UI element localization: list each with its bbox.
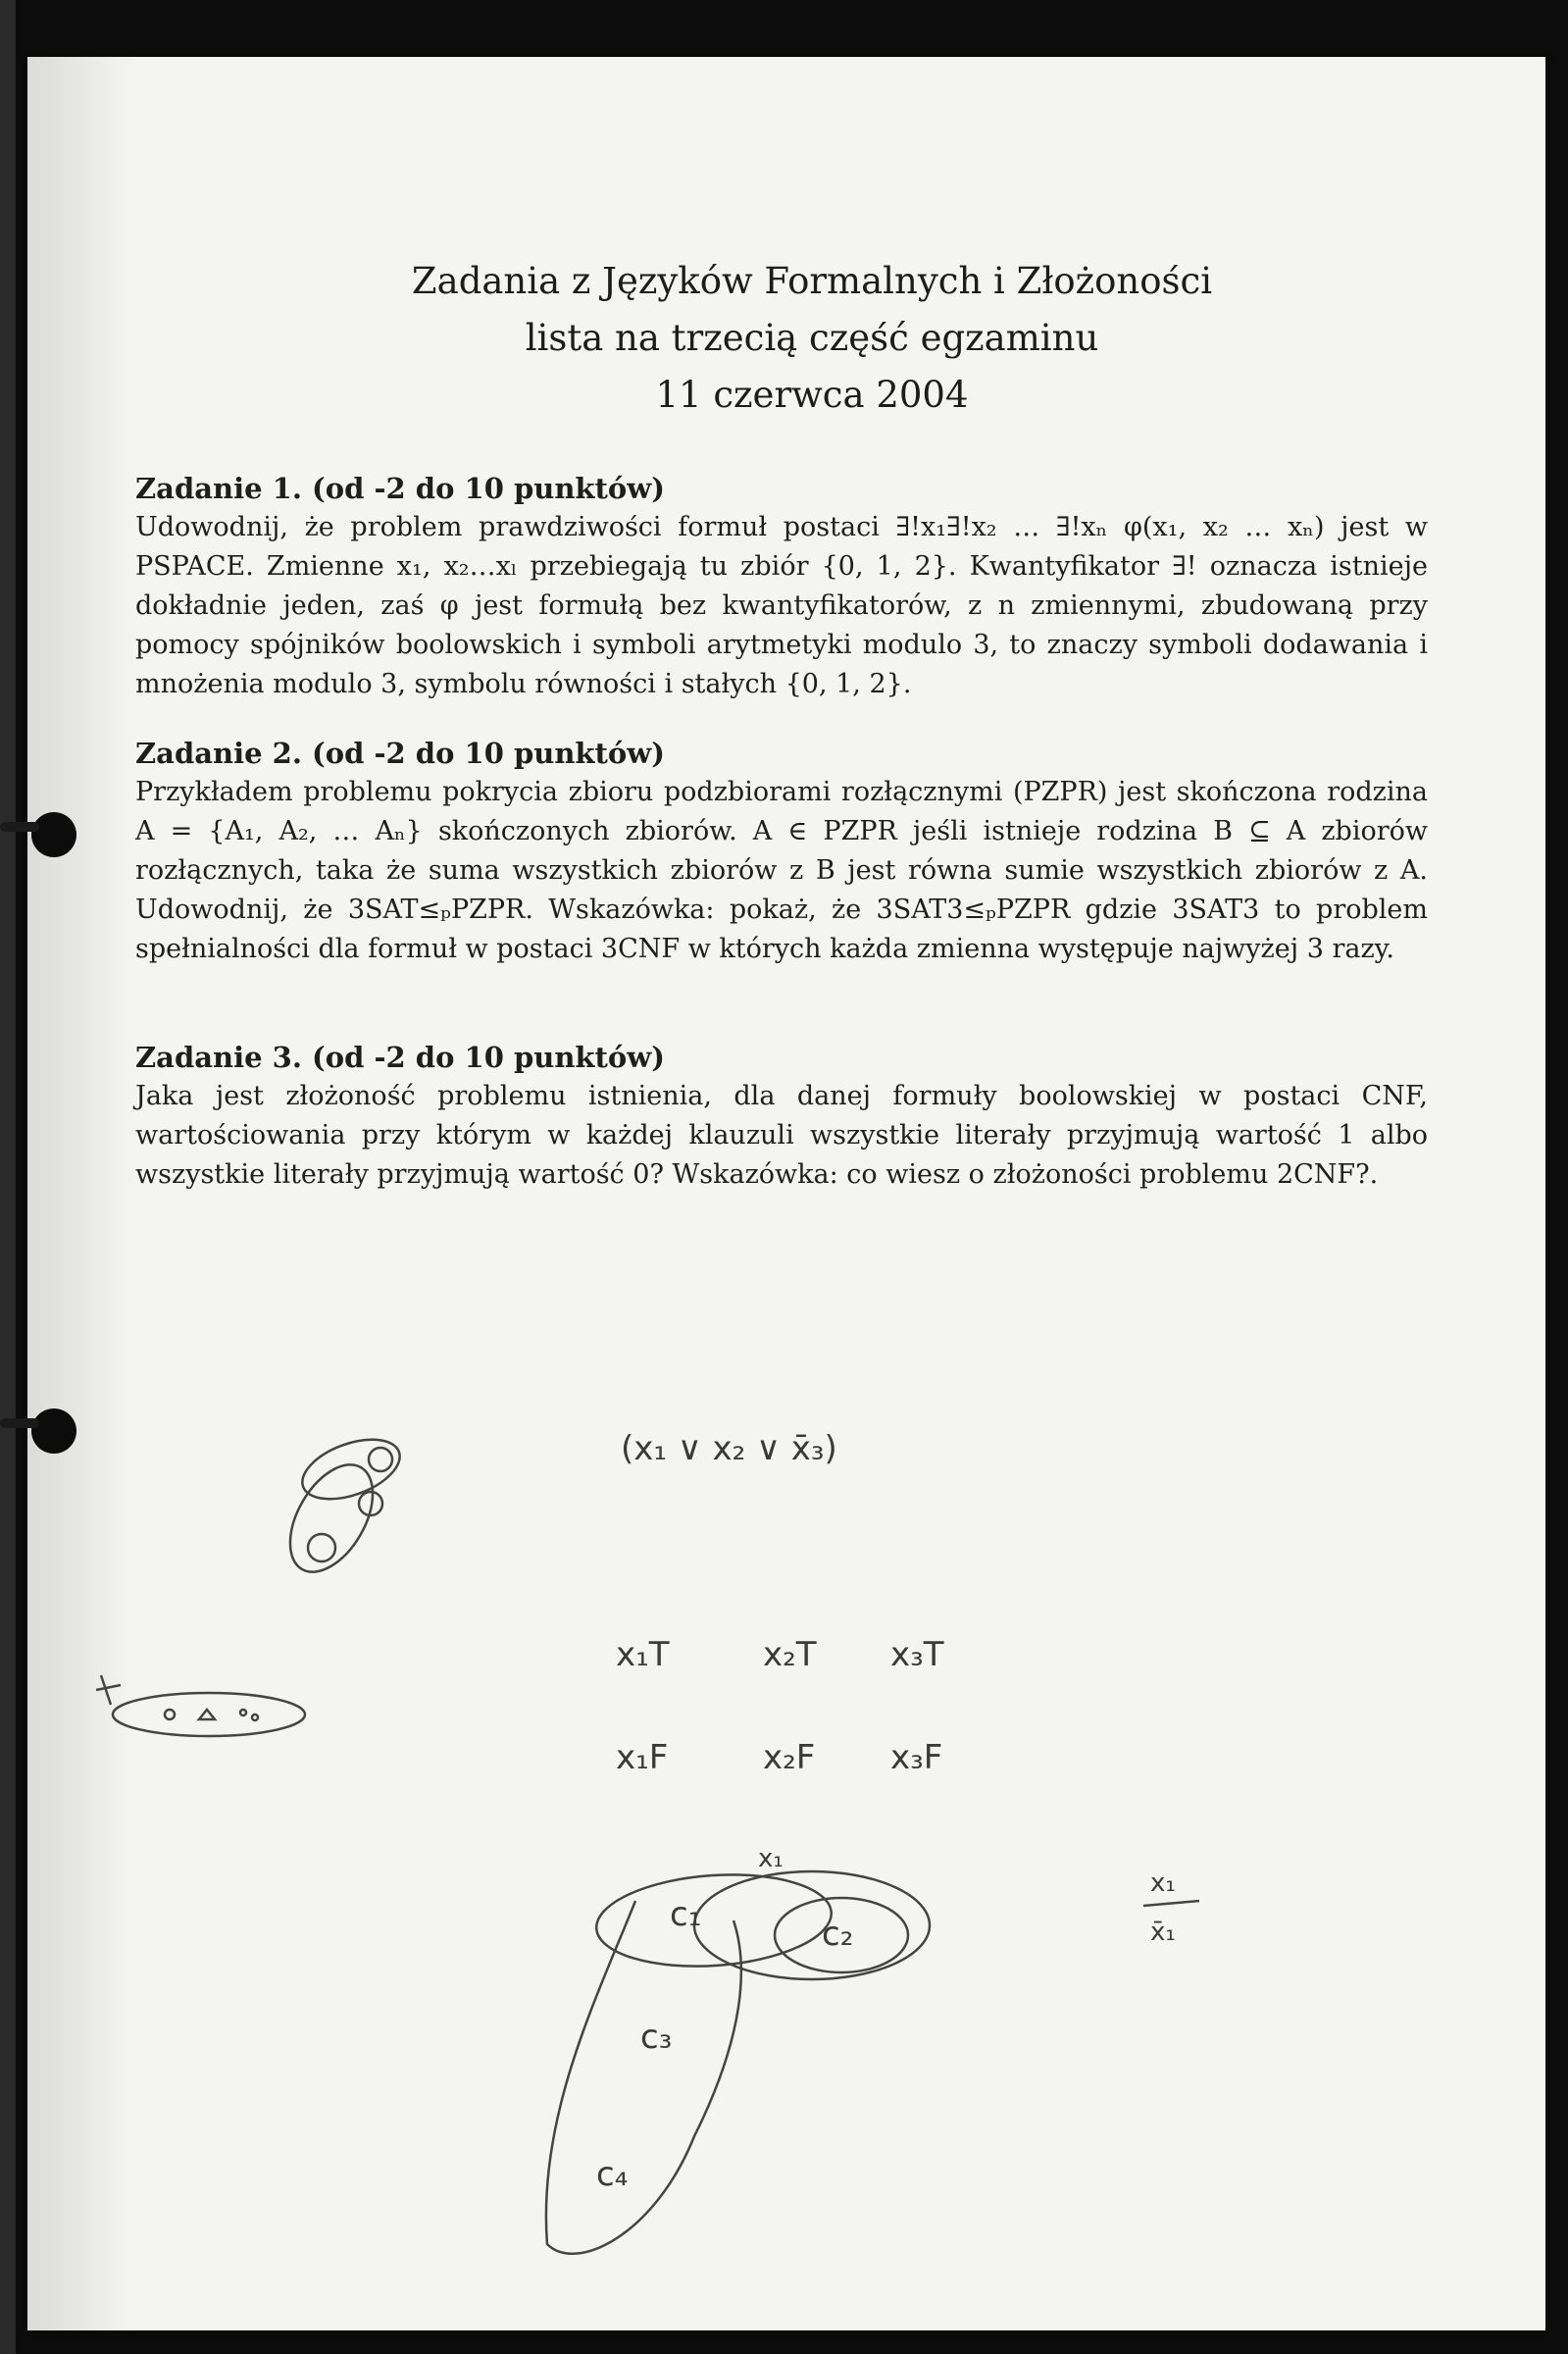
punch-hole (31, 1408, 76, 1454)
handwritten-x2-true: x₂T (763, 1635, 817, 1674)
fraction-bar (1143, 1901, 1199, 1906)
task-body: Udowodnij, że problem prawdziwości formuł postaci ∃!x₁∃!x₂ … ∃!xₙ φ(x₁, x₂ … xₙ) jest w PSPACE. Zmienne x₁, x₂…xₗ przebiegają tu zbiór {0, 1, 2}. Kwantyfikator ∃! oznacza istnieje dokładnie jeden, zaś φ jest formułą bez kwantyfikatorów, z n zmiennymi, zbudowaną przy pomocy spójników boolowskich i symboli arytmetyki modulo 3, to znaczy symboli dodawania i mnożenia modulo 3, symbolu równości i stałych {0, 1, 2}. (135, 512, 1428, 699)
binder-edge (0, 0, 16, 2354)
task-title: Zadanie 3. (od -2 do 10 punktów) (135, 1041, 665, 1074)
handwritten-fraction-bottom: x̄₁ (1150, 1918, 1176, 1947)
task-body: Jaka jest złożoność problemu istnienia, dla danej formuły boolowskiej w postaci CNF, wartościowania przy którym w każdej klauzuli wszystkie literały przyjmują wartość 1 albo wszystkie literały przyjmują wartość 0? Wskazówka: co wiesz o złożoności problemu 2CNF?. (135, 1081, 1428, 1190)
handwritten-c4: c₄ (596, 2155, 629, 2194)
handwritten-x1-true: x₁T (616, 1635, 670, 1674)
handwritten-x2-false: x₂F (763, 1738, 816, 1777)
circle-sketch (274, 1428, 408, 1586)
set-cover-sketch (546, 1868, 930, 2254)
handwritten-c2: c₂ (822, 1915, 854, 1954)
handwritten-fraction-top: x₁ (1150, 1868, 1176, 1898)
document-title: Zadania z Języków Formalnych i Złożoności (411, 260, 1213, 302)
document-date: 11 czerwca 2004 (655, 374, 969, 416)
task-title: Zadanie 2. (od -2 do 10 punktów) (135, 737, 665, 770)
punch-hole (31, 812, 76, 857)
handwritten-x1-false: x₁F (616, 1738, 669, 1777)
task-body: Przykładem problemu pokrycia zbioru podzbiorami rozłącznymi (PZPR) jest skończona rodzina A = {A₁, A₂, … Aₙ} skończonych zbiorów. A ∈ PZPR jeśli istnieje rodzina B ⊆ A zbiorów rozłącznych, taka że suma wszystkich zbiorów z B jest równa sumie wszystkich zbiorów z A. Udowodnij, że 3SAT≤ₚPZPR. Wskazówka: pokaż, że 3SAT3≤ₚPZPR gdzie 3SAT3 to problem spełnialności dla formuł w postaci 3CNF w których każda zmienna występuje najwyżej 3 razy. (135, 777, 1428, 964)
handwritten-notes (27, 57, 1545, 2330)
handwritten-x3-true: x₃T (890, 1635, 944, 1674)
document-subtitle: lista na trzecią część egzaminu (525, 317, 1099, 359)
handwritten-c3: c₃ (640, 2018, 673, 2057)
handwritten-x3-false: x₃F (890, 1738, 943, 1777)
oval-sketch (96, 1675, 305, 1736)
task-title: Zadanie 1. (od -2 do 10 punktów) (135, 472, 665, 505)
handwritten-top-label: x₁ (758, 1844, 784, 1873)
binder-ring (0, 822, 39, 832)
handwritten-c1: c₁ (670, 1895, 702, 1934)
handwritten-clause: (x₁ ∨ x₂ ∨ x̄₃) (621, 1429, 837, 1468)
exam-sheet (27, 57, 1545, 2330)
binder-ring (0, 1418, 39, 1428)
